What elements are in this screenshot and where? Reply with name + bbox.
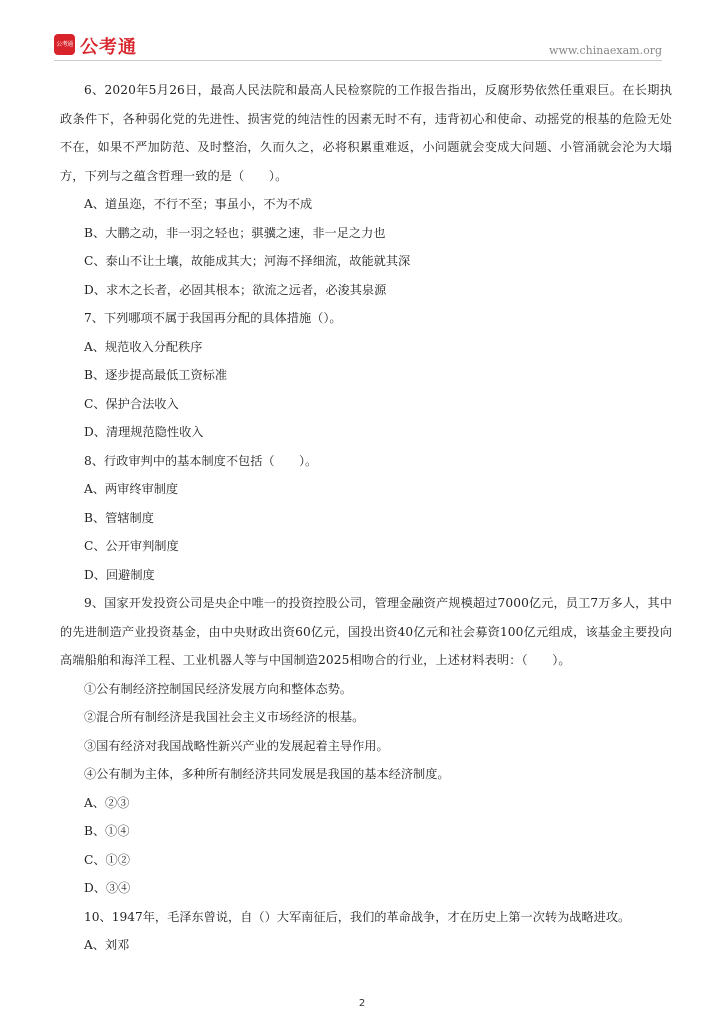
question-9-option-c: C、①② (84, 852, 130, 867)
question-7-option-a: A、规范收入分配秩序 (84, 339, 203, 354)
question-8-stem: 8、行政审判中的基本制度不包括（ ）。 (84, 453, 318, 468)
question-9-statement-4: ④公有制为主体，多种所有制经济共同发展是我国的基本经济制度。 (84, 767, 450, 781)
question-8-option-a: A、两审终审制度 (84, 482, 179, 496)
question-10-stem: 10、1947年，毛泽东曾说，自（）大军南征后，我们的革命战争，才在历史上第一次转为战略进攻。 (84, 909, 631, 924)
logo-text: 公考通 (80, 37, 137, 58)
logo-icon: 公考通 (54, 34, 75, 55)
question-9-stem: 9、国家开发投资公司是央企中唯一的投资控股公司，管理金融资产规模超过7000亿元，员工7万多人，其中的先进制造产业投资基金，由中央财政出资60亿元，国投出资40亿元和社会募资100亿元组成，该基金主要投向高端船舶和海洋工程、工业机器人等与中国制造2025相吻合的行业，上述材料表明：（ ）。 (60, 596, 672, 667)
question-7-option-b: B、逐步提高最低工资标准 (84, 368, 228, 382)
site-url: www.chinaexam.org (549, 44, 662, 57)
question-9-statement-2: ②混合所有制经济是我国社会主义市场经济的根基。 (84, 710, 365, 724)
question-7-stem: 7、下列哪项不属于我国再分配的具体措施（）。 (84, 311, 342, 325)
question-9-option-b: B、①④ (84, 824, 130, 838)
question-6-option-a: A、道虽迩，不行不至；事虽小，不为不成 (84, 197, 313, 211)
question-6-option-b: B、大鹏之动，非一羽之轻也；骐骥之速，非一足之力也 (84, 225, 386, 240)
question-10-option-a: A、刘邓 (84, 938, 130, 952)
question-6-stem: 6、2020年5月26日，最高人民法院和最高人民检察院的工作报告指出，反腐形势依然任重艰巨。在长期执政条件下，各种弱化党的先进性、损害党的纯洁性的因素无时不有，违背初心和使命、动摇党的根基的危险无处不在，如果不严加防范、及时整治，久而久之，必将积累重难返，小问题就会变成大问题、小管涌就会沦为大塌方，下列与之蕴含哲理一致的是（ ）。 (60, 83, 672, 183)
question-6-option-c: C、泰山不让土壤，故能成其大；河海不择细流，故能就其深 (84, 254, 411, 268)
question-8-option-c: C、公开审判制度 (84, 539, 179, 553)
question-9-option-d: D、③④ (84, 881, 131, 895)
question-7-option-c: C、保护合法收入 (84, 396, 179, 411)
question-8-option-d: D、回避制度 (84, 567, 155, 582)
question-list (60, 76, 672, 960)
header-divider (54, 60, 662, 61)
question-6-option-d: D、求木之长者，必固其根本；欲流之远者，必浚其泉源 (84, 282, 387, 297)
page-header (0, 0, 724, 64)
question-9-statement-3: ③国有经济对我国战略性新兴产业的发展起着主导作用。 (84, 738, 389, 753)
page-number: 2 (358, 998, 366, 1009)
question-9-option-a: A、②③ (84, 795, 130, 810)
question-9-statement-1: ①公有制经济控制国民经济发展方向和整体态势。 (84, 681, 353, 696)
question-7-option-d: D、清理规范隐性收入 (84, 425, 204, 439)
question-8-option-b: B、管辖制度 (84, 510, 154, 525)
